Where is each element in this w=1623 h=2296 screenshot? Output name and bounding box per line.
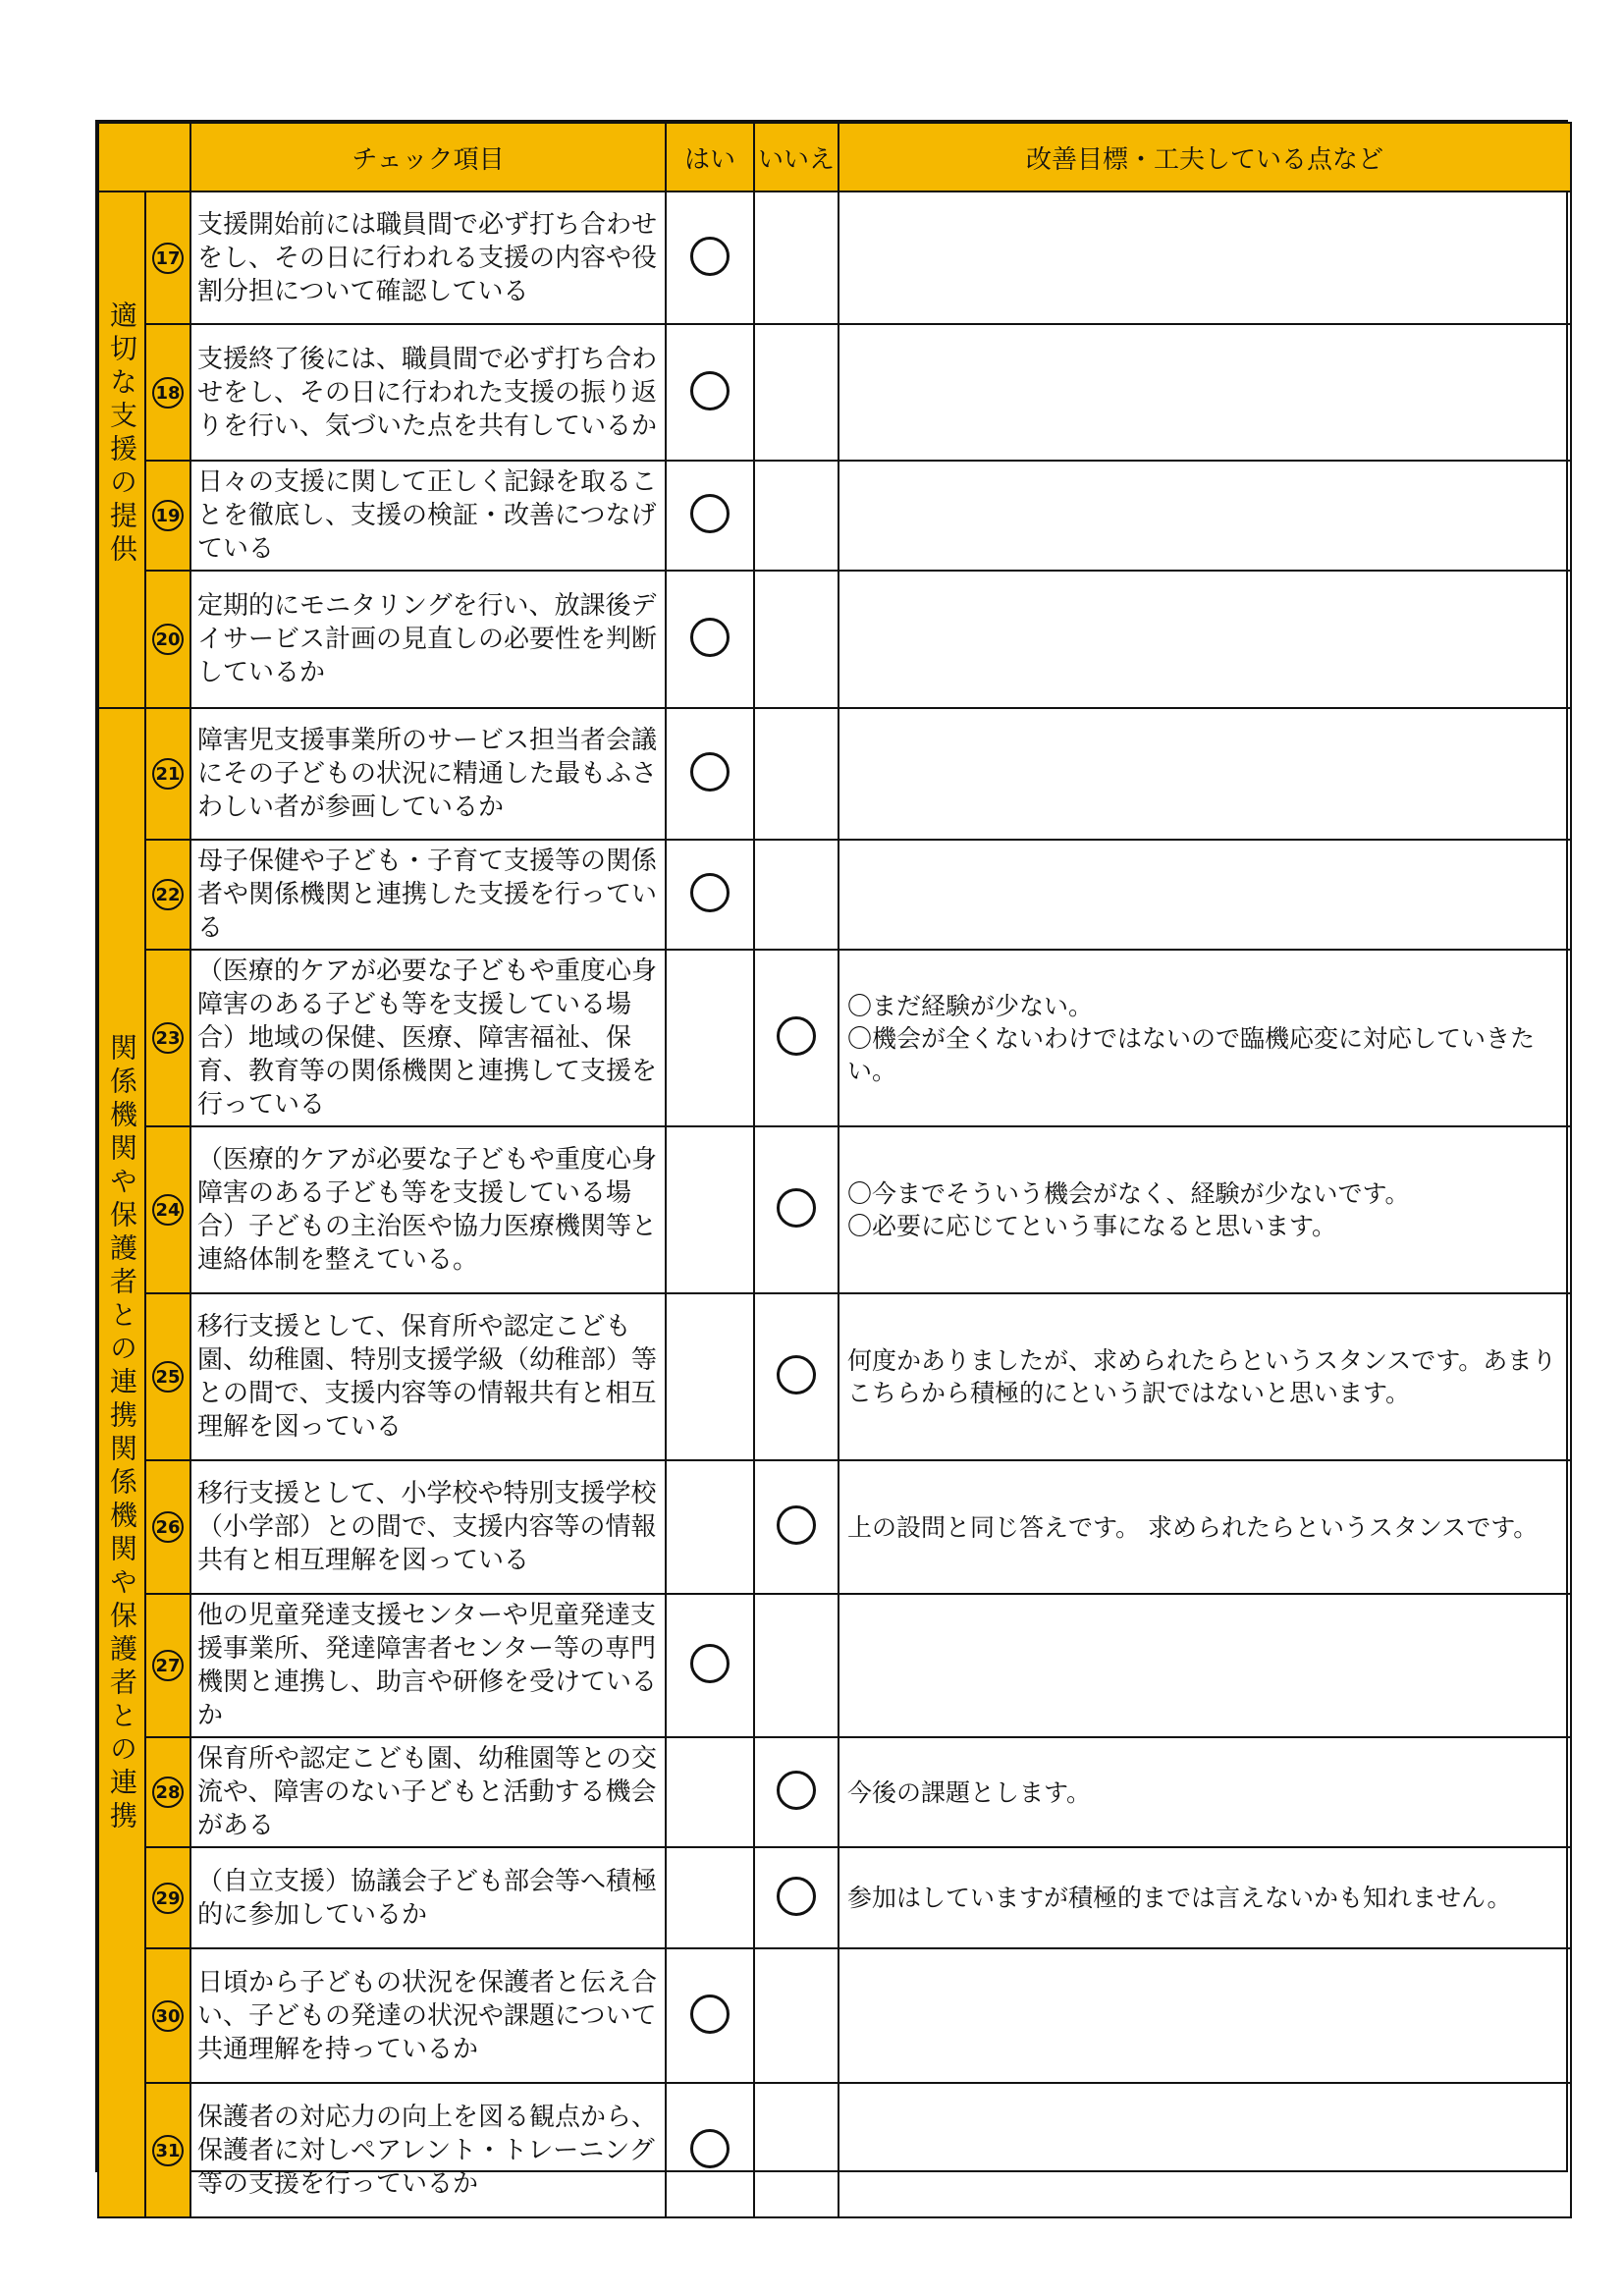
table-row <box>98 461 1571 571</box>
improvement-note: 今後の課題とします。 <box>847 1777 1092 1807</box>
no-circle-mark <box>777 1188 816 1228</box>
yes-cell <box>666 708 754 840</box>
header-check-item: チェック項目 <box>190 123 666 191</box>
improvement-cell <box>839 461 1571 571</box>
yes-cell <box>666 1460 754 1594</box>
checklist-table <box>97 122 1572 2218</box>
header-yes: はい <box>666 123 754 191</box>
yes-cell <box>666 1293 754 1460</box>
yes-circle-mark <box>690 237 730 276</box>
improvement-cell <box>839 2083 1571 2217</box>
table-row <box>98 840 1571 950</box>
no-cell <box>754 708 839 840</box>
no-cell <box>754 2083 839 2217</box>
check-item-text: （自立支援）協議会子ども部会等へ積極的に参加しているか <box>190 1847 666 1948</box>
yes-circle-mark <box>690 1995 730 2034</box>
row-number: 23 <box>145 950 190 1126</box>
improvement-cell <box>839 840 1571 950</box>
yes-cell <box>666 1737 754 1847</box>
section-label-appropriate-support: 適切な支援の提供 <box>98 191 145 708</box>
yes-circle-mark <box>690 1644 730 1683</box>
no-circle-mark <box>777 1877 816 1916</box>
row-number: 19 <box>145 461 190 571</box>
row-number: 20 <box>145 571 190 708</box>
no-cell <box>754 461 839 571</box>
improvement-note: 何度かありましたが、求められたらというスタンスです。あまりこちらから積極的にという訳ではないと思います。 <box>847 1346 1557 1407</box>
no-cell <box>754 324 839 461</box>
no-cell <box>754 1460 839 1594</box>
improvement-cell <box>839 1594 1571 1737</box>
check-item-text: 支援開始前には職員間で必ず打ち合わせをし、その日に行われる支援の内容や役割分担について確認している <box>190 191 666 324</box>
check-item-text: 保護者の対応力の向上を図る観点から、保護者に対しペアレント・トレーニング等の支援を行っているか <box>190 2083 666 2217</box>
check-item-text: 保育所や認定こども園、幼稚園等との交流や、障害のない子どもと活動する機会がある <box>190 1737 666 1847</box>
header-improvement: 改善目標・工夫している点など <box>839 123 1571 191</box>
yes-cell <box>666 571 754 708</box>
row-number: 25 <box>145 1293 190 1460</box>
table-row <box>98 191 1571 324</box>
table-row <box>98 2083 1571 2217</box>
table-row <box>98 1293 1571 1460</box>
check-item-text: 障害児支援事業所のサービス担当者会議にその子どもの状況に精通した最もふさわしい者が参画しているか <box>190 708 666 840</box>
improvement-note: 〇機会が全くないわけではないので臨機応変に対応していきたい。 <box>847 1023 1536 1085</box>
no-cell <box>754 1847 839 1948</box>
header-no: いいえ <box>754 123 839 191</box>
improvement-cell <box>839 571 1571 708</box>
no-circle-mark <box>777 1016 816 1056</box>
header-row <box>98 123 1571 191</box>
row-number: 18 <box>145 324 190 461</box>
section-label-collaboration: 関係機関や保護者との連携関係機関や保護者との連携 <box>98 708 145 2217</box>
row-number: 17 <box>145 191 190 324</box>
yes-circle-mark <box>690 752 730 792</box>
table-row <box>98 708 1571 840</box>
yes-circle-mark <box>690 873 730 912</box>
yes-circle-mark <box>690 494 730 533</box>
improvement-note: 〇今までそういう機会がなく、経験が少ないです。 <box>847 1179 1410 1208</box>
row-number: 26 <box>145 1460 190 1594</box>
row-number: 24 <box>145 1126 190 1293</box>
yes-circle-mark <box>690 2129 730 2168</box>
yes-cell <box>666 950 754 1126</box>
improvement-cell <box>839 324 1571 461</box>
improvement-cell <box>839 191 1571 324</box>
yes-cell <box>666 1847 754 1948</box>
table-row <box>98 1948 1571 2083</box>
yes-cell <box>666 461 754 571</box>
yes-cell <box>666 1594 754 1737</box>
table-row <box>98 1126 1571 1293</box>
row-number: 30 <box>145 1948 190 2083</box>
row-number: 22 <box>145 840 190 950</box>
improvement-cell <box>839 1737 1571 1847</box>
table-row <box>98 324 1571 461</box>
check-item-text: 移行支援として、小学校や特別支援学校（小学部）との間で、支援内容等の情報共有と相互理解を図っている <box>190 1460 666 1594</box>
improvement-note: 〇まだ経験が少ない。 <box>847 991 1094 1020</box>
improvement-note: 参加はしていますが積極的までは言えないかも知れません。 <box>847 1884 1512 1912</box>
table-row <box>98 1847 1571 1948</box>
improvement-note: 〇必要に応じてという事になると思います。 <box>847 1212 1337 1240</box>
yes-cell <box>666 191 754 324</box>
check-item-text: 他の児童発達支援センターや児童発達支援事業所、発達障害者センター等の専門機関と連携し、助言や研修を受けているか <box>190 1594 666 1737</box>
no-cell <box>754 571 839 708</box>
row-number: 28 <box>145 1737 190 1847</box>
check-item-text: 支援終了後には、職員間で必ず打ち合わせをし、その日に行われた支援の振り返りを行い、気づいた点を共有しているか <box>190 324 666 461</box>
no-circle-mark <box>777 1771 816 1810</box>
row-number: 21 <box>145 708 190 840</box>
yes-cell <box>666 2083 754 2217</box>
check-item-text: （医療的ケアが必要な子どもや重度心身障害のある子ども等を支援している場合）地域の保健、医療、障害福祉、保育、教育等の関係機関と連携して支援を行っている <box>190 950 666 1126</box>
improvement-cell <box>839 1847 1571 1948</box>
check-item-text: 定期的にモニタリングを行い、放課後デイサービス計画の見直しの必要性を判断しているか <box>190 571 666 708</box>
no-cell <box>754 1126 839 1293</box>
check-item-text: （医療的ケアが必要な子どもや重度心身障害のある子ども等を支援している場合）子どもの主治医や協力医療機関等と連絡体制を整えている。 <box>190 1126 666 1293</box>
row-number: 27 <box>145 1594 190 1737</box>
no-cell <box>754 1948 839 2083</box>
checklist-sheet <box>95 120 1568 2199</box>
header-blank <box>98 123 190 191</box>
row-number: 29 <box>145 1847 190 1948</box>
check-item-text: 日頃から子どもの状況を保護者と伝え合い、子どもの発達の状況や課題について共通理解を持っているか <box>190 1948 666 2083</box>
table-row <box>98 571 1571 708</box>
yes-cell <box>666 324 754 461</box>
improvement-cell <box>839 1126 1571 1293</box>
check-item-text: 日々の支援に関して正しく記録を取ることを徹底し、支援の検証・改善につなげている <box>190 461 666 571</box>
no-cell <box>754 1594 839 1737</box>
yes-cell <box>666 1948 754 2083</box>
no-cell <box>754 1737 839 1847</box>
improvement-cell <box>839 1460 1571 1594</box>
table-row <box>98 1460 1571 1594</box>
table-row <box>98 1594 1571 1737</box>
yes-cell <box>666 840 754 950</box>
table-row <box>98 950 1571 1126</box>
no-cell <box>754 1293 839 1460</box>
check-item-text: 母子保健や子ども・子育て支援等の関係者や関係機関と連携した支援を行っている <box>190 840 666 950</box>
no-cell <box>754 950 839 1126</box>
improvement-cell <box>839 950 1571 1126</box>
no-circle-mark <box>777 1355 816 1394</box>
yes-circle-mark <box>690 618 730 657</box>
row-number: 31 <box>145 2083 190 2217</box>
no-cell <box>754 191 839 324</box>
improvement-cell <box>839 1293 1571 1460</box>
check-item-text: 移行支援として、保育所や認定こども園、幼稚園、特別支援学級（幼稚部）等との間で、支援内容等の情報共有と相互理解を図っている <box>190 1293 666 1460</box>
no-cell <box>754 840 839 950</box>
improvement-note: 上の設問と同じ答えです。 求められたらというスタンスです。 <box>847 1512 1539 1542</box>
improvement-cell <box>839 708 1571 840</box>
table-row <box>98 1737 1571 1847</box>
no-circle-mark <box>777 1505 816 1545</box>
yes-cell <box>666 1126 754 1293</box>
improvement-cell <box>839 1948 1571 2083</box>
yes-circle-mark <box>690 371 730 410</box>
